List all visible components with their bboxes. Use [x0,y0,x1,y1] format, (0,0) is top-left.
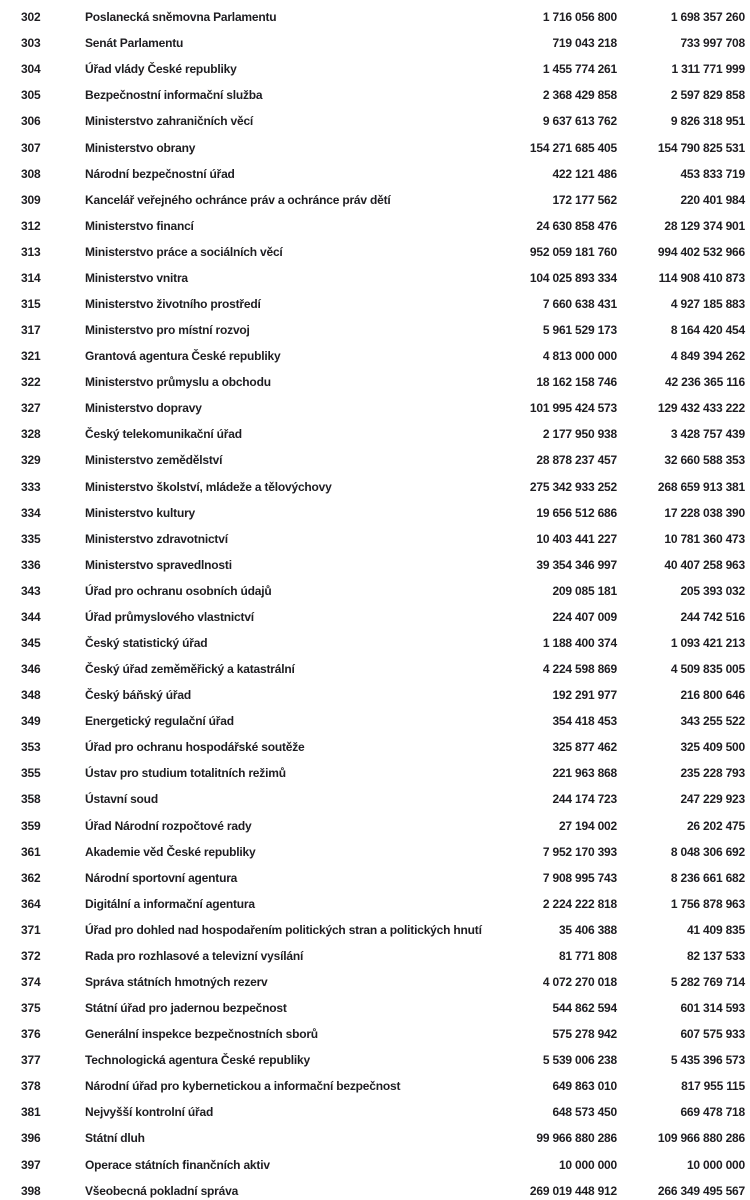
chapter-name: Technologická agentura České republiky [85,1053,310,1068]
table-row [0,239,750,265]
chapter-name: Akademie věd České republiky [85,844,256,859]
chapter-number: 308 [21,166,41,181]
amount-column-1: 10 000 000 [558,1157,617,1172]
amount-column-1: 544 862 594 [552,1001,617,1016]
table-row [0,786,750,812]
amount-column-2: 8 164 420 454 [670,323,745,338]
chapter-name: Ministerstvo životního prostředí [85,296,261,311]
table-row [0,969,750,995]
chapter-number: 328 [21,427,41,442]
chapter-number: 378 [21,1079,41,1094]
chapter-name: Ministerstvo vnitra [85,270,188,285]
table-row [0,917,750,943]
chapter-name: Generální inspekce bezpečnostních sborů [85,1027,318,1042]
amount-column-2: 154 790 825 531 [657,140,745,155]
chapter-number: 348 [21,688,41,703]
amount-column-1: 104 025 893 334 [529,270,617,285]
amount-column-2: 129 432 433 222 [657,401,745,416]
table-row [0,213,750,239]
amount-column-1: 101 995 424 573 [529,401,617,416]
amount-column-1: 209 085 181 [552,583,617,598]
chapter-name: Ministerstvo zemědělství [85,453,223,468]
table-row [0,943,750,969]
chapter-number: 307 [21,140,41,155]
chapter-number: 306 [21,114,41,129]
chapter-number: 381 [21,1105,41,1120]
chapter-number: 374 [21,975,41,989]
amount-column-1: 4 813 000 000 [542,349,617,364]
amount-column-1: 24 630 858 476 [536,218,617,233]
amount-column-2: 220 401 984 [680,192,745,207]
amount-column-2: 10 000 000 [686,1157,745,1172]
chapter-number: 322 [21,375,41,390]
amount-column-2: 32 660 588 353 [664,453,745,468]
table-row [0,656,750,682]
table-row [0,421,750,447]
table-row [0,187,750,213]
amount-column-2: 5 435 396 573 [670,1053,745,1068]
chapter-name: Úřad průmyslového vlastnictví [85,609,254,624]
amount-column-1: 7 908 995 743 [542,870,617,885]
chapter-number: 353 [21,740,41,755]
chapter-name: Ministerstvo dopravy [85,401,202,416]
amount-column-2: 1 093 421 213 [670,635,745,650]
chapter-name: Ministerstvo zdravotnictví [85,531,228,546]
amount-column-2: 4 509 835 005 [670,662,745,677]
chapter-number: 317 [21,323,41,338]
chapter-name: Ministerstvo spravedlnosti [85,557,232,572]
table-row [0,760,750,786]
table-row [0,865,750,891]
table-row [0,1099,750,1125]
chapter-name: Český báňský úřad [85,688,191,703]
amount-column-2: 4 849 394 262 [670,349,745,364]
table-row [0,1073,750,1099]
table-row [0,708,750,734]
chapter-name: Ministerstvo financí [85,218,194,233]
chapter-name: Rada pro rozhlasové a televizní vysílání [85,948,304,963]
chapter-name: Ministerstvo průmyslu a obchodu [85,375,271,390]
amount-column-2: 1 311 771 999 [671,62,745,77]
amount-column-2: 2 597 829 858 [670,88,745,103]
amount-column-2: 17 228 038 390 [664,505,745,520]
chapter-name: Úřad pro ochranu hospodářské soutěže [85,740,305,755]
amount-column-2: 733 997 708 [680,36,745,51]
amount-column-2: 8 236 661 682 [670,870,745,885]
table-row [0,734,750,760]
chapter-name: Český úřad zeměměřický a katastrální [85,662,295,677]
chapter-number: 364 [21,896,41,911]
table-row [0,291,750,317]
table-row [0,552,750,578]
table-row [0,682,750,708]
chapter-number: 361 [21,844,41,859]
chapter-number: 334 [21,505,41,520]
amount-column-1: 172 177 562 [552,192,617,207]
table-row [0,395,750,421]
chapter-number: 329 [21,453,41,468]
chapter-name: Úřad vlády České republiky [85,62,237,77]
table-row [0,1178,750,1200]
amount-column-2: 109 966 880 286 [657,1131,745,1146]
amount-column-1: 275 342 933 252 [529,479,617,494]
amount-column-1: 81 771 808 [558,948,617,963]
amount-column-2: 268 659 913 381 [657,479,745,494]
chapter-number: 398 [21,1183,41,1198]
table-row [0,265,750,291]
chapter-name: Národní úřad pro kybernetickou a informační bezpečnost [85,1079,401,1094]
table-row [0,995,750,1021]
chapter-name: Ministerstvo pro místní rozvoj [85,323,250,338]
amount-column-1: 1 716 056 800 [542,10,617,25]
amount-column-1: 224 407 009 [552,609,617,624]
table-row [0,604,750,630]
amount-column-1: 10 403 441 227 [536,531,617,546]
amount-column-1: 4 072 270 018 [542,975,617,989]
table-row [0,1047,750,1073]
chapter-number: 371 [21,922,41,937]
amount-column-1: 4 224 598 869 [542,662,617,677]
chapter-number: 359 [21,818,41,833]
chapter-number: 375 [21,1001,41,1016]
table-row [0,578,750,604]
table-row [0,1021,750,1047]
chapter-name: Úřad Národní rozpočtové rady [85,818,252,833]
amount-column-2: 5 282 769 714 [670,975,745,989]
table-row [0,630,750,656]
chapter-name: Všeobecná pokladní správa [85,1183,239,1198]
chapter-name: Bezpečnostní informační služba [85,88,263,103]
chapter-number: 304 [21,62,41,77]
amount-column-1: 7 952 170 393 [542,844,617,859]
amount-column-2: 41 409 835 [686,922,745,937]
amount-column-2: 244 742 516 [680,609,745,624]
chapter-name: Nejvyšší kontrolní úřad [85,1105,214,1120]
amount-column-2: 669 478 718 [680,1105,745,1120]
chapter-name: Správa státních hmotných rezerv [85,975,268,989]
chapter-number: 315 [21,296,41,311]
table-row [0,30,750,56]
chapter-number: 372 [21,948,41,963]
chapter-name: Ministerstvo školství, mládeže a tělovýchovy [85,479,332,494]
amount-column-1: 1 188 400 374 [542,635,617,650]
amount-column-2: 42 236 365 116 [665,375,745,390]
chapter-number: 335 [21,531,41,546]
chapter-name: Kancelář veřejného ochránce práv a ochránce práv dětí [85,192,391,207]
amount-column-2: 28 129 374 901 [664,218,745,233]
chapter-number: 396 [21,1131,41,1146]
amount-column-2: 82 137 533 [686,948,745,963]
amount-column-1: 35 406 388 [558,922,617,937]
amount-column-2: 601 314 593 [680,1001,745,1016]
amount-column-1: 28 878 237 457 [536,453,617,468]
amount-column-2: 4 927 185 883 [670,296,745,311]
amount-column-1: 244 174 723 [552,792,617,807]
chapter-number: 344 [21,609,41,624]
chapter-number: 343 [21,583,41,598]
chapter-number: 358 [21,792,41,807]
amount-column-2: 8 048 306 692 [670,844,745,859]
table-row [0,108,750,134]
table-row [0,82,750,108]
chapter-name: Ministerstvo kultury [85,505,196,520]
amount-column-2: 26 202 475 [686,818,745,833]
amount-column-2: 216 800 646 [680,688,745,703]
chapter-name: Ministerstvo zahraničních věcí [85,114,254,129]
table-row [0,473,750,499]
amount-column-1: 5 539 006 238 [542,1053,617,1068]
amount-column-1: 19 656 512 686 [536,505,617,520]
amount-column-1: 192 291 977 [552,688,617,703]
chapter-name: Operace státních finančních aktiv [85,1157,270,1172]
chapter-name: Český statistický úřad [85,635,208,650]
amount-column-1: 1 455 774 261 [542,62,617,77]
table-row [0,369,750,395]
amount-column-2: 994 402 532 966 [657,244,745,259]
amount-column-2: 247 229 923 [680,792,745,807]
amount-column-1: 2 177 950 938 [542,427,617,442]
chapter-number: 302 [21,10,41,25]
chapter-number: 305 [21,88,41,103]
amount-column-2: 114 908 410 873 [658,270,745,285]
amount-column-2: 1 756 878 963 [670,896,745,911]
table-row [0,1152,750,1178]
chapter-number: 355 [21,766,41,781]
amount-column-1: 221 963 868 [552,766,617,781]
table-row [0,500,750,526]
chapter-number: 397 [21,1157,41,1172]
amount-column-2: 343 255 522 [680,714,745,729]
amount-column-1: 354 418 453 [552,714,617,729]
table-row [0,447,750,473]
amount-column-2: 1 698 357 260 [670,10,745,25]
chapter-number: 346 [21,662,41,677]
chapter-name: Úřad pro dohled nad hospodařením politických stran a politických hnutí [85,922,482,937]
chapter-number: 362 [21,870,41,885]
chapter-number: 336 [21,557,41,572]
amount-column-1: 99 966 880 286 [536,1131,617,1146]
amount-column-1: 325 877 462 [552,740,617,755]
chapter-name: Úřad pro ochranu osobních údajů [85,583,272,598]
chapter-name: Grantová agentura České republiky [85,349,281,364]
table-row [0,813,750,839]
table-row [0,343,750,369]
amount-column-2: 10 781 360 473 [664,531,745,546]
table-row [0,839,750,865]
chapter-name: Ministerstvo práce a sociálních věcí [85,244,283,259]
chapter-name: Energetický regulační úřad [85,714,234,729]
chapter-name: Národní sportovní agentura [85,870,238,885]
chapter-name: Ústavní soud [85,792,158,807]
table-row [0,161,750,187]
table-row [0,134,750,160]
chapter-name: Národní bezpečnostní úřad [85,166,235,181]
amount-column-1: 719 043 218 [552,36,617,51]
table-row [0,56,750,82]
amount-column-2: 3 428 757 439 [670,427,745,442]
chapter-number: 376 [21,1027,41,1042]
amount-column-1: 27 194 002 [558,818,617,833]
amount-column-1: 9 637 613 762 [542,114,617,129]
amount-column-1: 649 863 010 [552,1079,617,1094]
amount-column-2: 817 955 115 [681,1079,745,1094]
chapter-number: 349 [21,714,41,729]
chapter-number: 312 [21,218,41,233]
chapter-name: Státní úřad pro jadernou bezpečnost [85,1001,287,1016]
amount-column-1: 2 368 429 858 [542,88,617,103]
chapter-name: Český telekomunikační úřad [85,427,242,442]
amount-column-1: 269 019 448 912 [529,1183,617,1198]
chapter-name: Digitální a informační agentura [85,896,255,911]
chapter-name: Poslanecká sněmovna Parlamentu [85,10,277,25]
amount-column-2: 266 349 495 567 [657,1183,745,1198]
chapter-number: 309 [21,192,41,207]
chapter-number: 303 [21,36,41,51]
amount-column-1: 39 354 346 997 [536,557,617,572]
chapter-number: 321 [21,349,41,364]
amount-column-1: 18 162 158 746 [536,375,617,390]
table-row [0,526,750,552]
amount-column-1: 575 278 942 [552,1027,617,1042]
table-row [0,891,750,917]
chapter-number: 327 [21,401,41,416]
amount-column-1: 952 059 181 760 [529,244,617,259]
amount-column-2: 325 409 500 [680,740,745,755]
amount-column-2: 40 407 258 963 [664,557,745,572]
amount-column-1: 648 573 450 [552,1105,617,1120]
chapter-number: 313 [21,244,41,259]
chapter-number: 377 [21,1053,41,1068]
amount-column-2: 607 575 933 [680,1027,745,1042]
amount-column-1: 2 224 222 818 [542,896,617,911]
amount-column-2: 205 393 032 [680,583,745,598]
amount-column-1: 154 271 685 405 [529,140,617,155]
table-row [0,1125,750,1151]
table-row [0,4,750,30]
amount-column-1: 422 121 486 [552,166,617,181]
chapter-name: Ústav pro studium totalitních režimů [85,766,286,781]
chapter-name: Ministerstvo obrany [85,140,196,155]
table-row [0,317,750,343]
amount-column-1: 7 660 638 431 [542,296,617,311]
amount-column-1: 5 961 529 173 [542,323,617,338]
chapter-number: 333 [21,479,41,494]
amount-column-2: 453 833 719 [680,166,745,181]
amount-column-2: 235 228 793 [680,766,745,781]
amount-column-2: 9 826 318 951 [670,114,745,129]
chapter-name: Senát Parlamentu [85,36,184,51]
chapter-number: 314 [21,270,41,285]
chapter-number: 345 [21,635,41,650]
chapter-name: Státní dluh [85,1131,145,1146]
